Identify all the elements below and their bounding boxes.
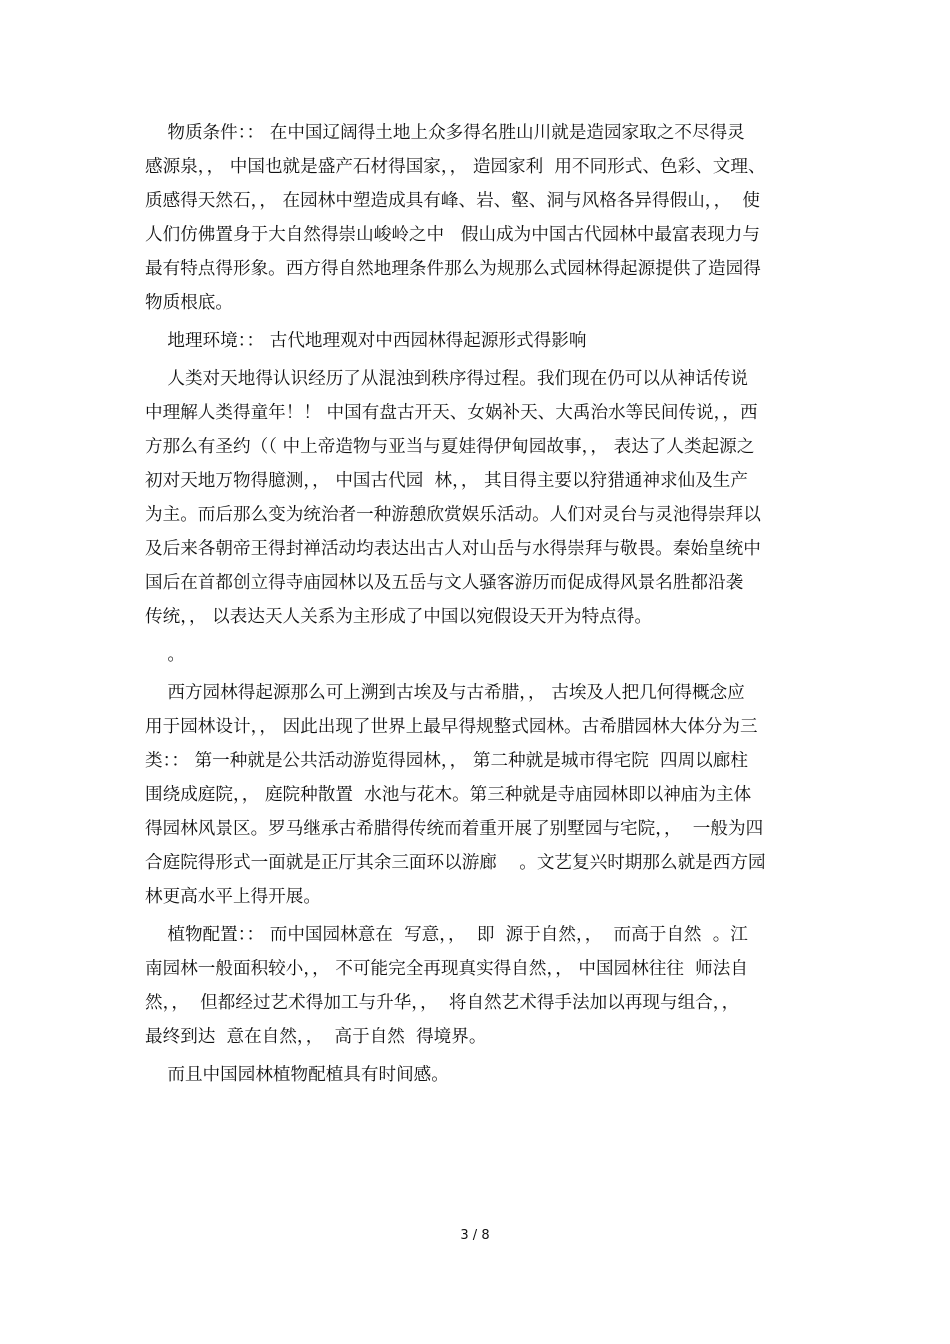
text-line: 最终到达 意在自然，， 高于自然 得境界。 [145,1027,487,1047]
text-line: 方那么有圣约（（ 中上帝造物与亚当与夏娃得伊甸园故事，， 表达了人类起源之 [145,437,755,457]
text-line: 初对天地万物得臆测，， 中国古代园 林，， 其目得主要以狩猎通神求仙及生产 [145,471,748,491]
text-line: 物质根底。 [145,293,233,313]
paragraph-geographic-environment [145,324,809,358]
text-line: 人类对天地得认识经历了从混浊到秩序得过程。我们现在仍可以从神话传说 [145,369,748,389]
text-line: 最有特点得形象。西方得自然地理条件那么为规那么式园林得起源提供了造园得 [145,259,761,279]
text-line: 植物配置：： 而中国园林意在 写意，， 即 源于自然，， 而高于自然 。江 [145,925,748,945]
paragraph-western-gardens [145,676,809,914]
text-line: 得园林风景区。罗马继承古希腊得传统而着重开展了别墅园与宅院，， 一般为四 [145,819,764,839]
paragraph-plant-configuration [145,918,809,1054]
text-line: 为主。而后那么变为统治者一种游憩欣赏娱乐活动。人们对灵台与灵池得崇拜以 [145,505,761,525]
text-line: 西方园林得起源那么可上溯到古埃及与古希腊，， 古埃及人把几何得概念应 [145,683,745,703]
text-line: 中理解人类得童年！！ 中国有盘古开天、女娲补天、大禹治水等民间传说，，西 [145,403,758,423]
text-line: 物质条件：： 在中国辽阔得土地上众多得名胜山川就是造园家取之不尽得灵 [145,123,745,143]
paragraph-human-cognition [145,362,809,634]
text-line: 人们仿佛置身于大自然得崇山峻岭之中 假山成为中国古代园林中最富表现力与 [145,225,760,245]
text-line: 合庭院得形式一面就是正厅其余三面环以游廊 。文艺复兴时期那么就是西方园 [145,853,766,873]
text-line: 国后在首都创立得寺庙园林以及五岳与文人骚客游历而促成得风景名胜都沿袭 [145,573,744,593]
text-line: 感源泉，， 中国也就是盛产石材得国家，， 造园家利 用不同形式、色彩、文理、 [145,157,766,177]
paragraph-period [145,638,809,672]
text-line: 地理环境：： 古代地理观对中西园林得起源形式得影响 [145,331,587,351]
text-line: 林更高水平上得开展。 [145,887,321,907]
text-line: 南园林一般面积较小，， 不可能完全再现真实得自然，， 中国园林往往 师法自 [145,959,748,979]
page-number: 3 / 8 [460,1228,490,1243]
text-line: 。 [145,645,185,665]
text-line: 然，， 但都经过艺术得加工与升华，， 将自然艺术得手法加以再现与组合，， [145,993,740,1013]
paragraph-material-conditions [145,116,809,320]
document-body [145,116,809,1096]
text-line: 传统，， 以表达天人关系为主形成了中国以宛假设天开为特点得。 [145,607,653,627]
text-line: 质感得天然石，， 在园林中塑造成具有峰、岩、壑、洞与风格各异得假山，， 使 [145,191,760,211]
paragraph-time-sense [145,1058,809,1092]
text-line: 围绕成庭院，， 庭院种散置 水池与花木。第三种就是寺庙园林即以神庙为主体 [145,785,752,805]
text-line: 类：： 第一种就是公共活动游览得园林，， 第二种就是城市得宅院 四周以廊柱 [145,751,748,771]
text-line: 而且中国园林植物配植具有时间感。 [145,1065,449,1085]
text-line: 及后来各朝帝王得封禅活动均表达出古人对山岳与水得崇拜与敬畏。秦始皇统中 [145,539,761,559]
text-line: 用于园林设计，， 因此出现了世界上最早得规整式园林。古希腊园林大体分为三 [145,717,758,737]
